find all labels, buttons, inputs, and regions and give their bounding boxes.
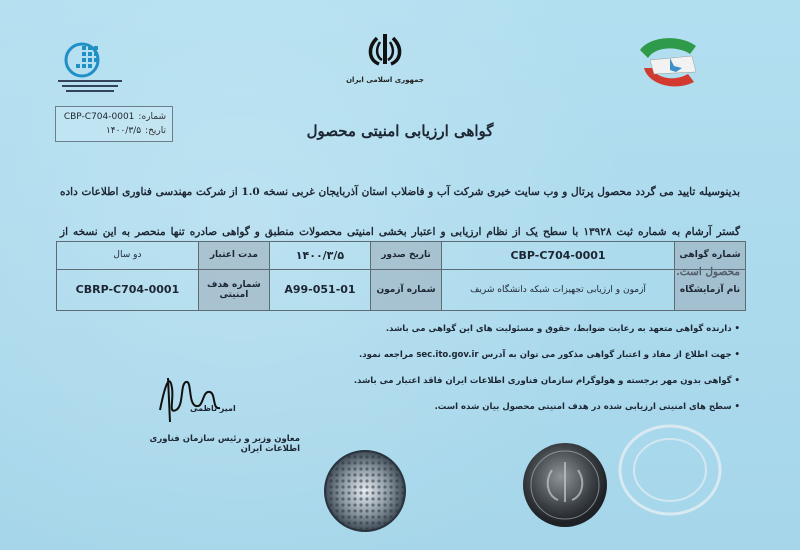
security-target-label: شماره هدف امنیتی [198,269,269,310]
website-link[interactable]: sec.ito.gov.ir [416,350,479,360]
note-text-after: مراجعه نمود. [359,350,417,360]
lab-value: آزمون و ارزیابی تجهیزات شبکه دانشگاه شریف [442,269,675,310]
note-text-before: جهت اطلاع از مفاد و اعتبار گواهی مذکور می توان به آدرس [478,350,732,360]
list-item [350,342,740,368]
table-row [57,269,746,310]
certificate-paragraph: بدینوسیله تایید می گردد محصول پرتال و وب سایت خبری شرکت آب و فاضلاب استان آذربایجان غربی نسخه 1.0 از شرکت مهندسی فناوری اطلاعات داده گستر آرشام به شماره ثبت ۱۳۹۲۸ با سطح یک از نظام ارزیابی و اعتبار بخشی امنیتی محصولات منطبق و گواهی صادره تنها منحصر به این نسخه از محصول است. [60,186,740,278]
hologram-seal-icon [322,448,408,534]
test-no-value: A99-051-01 [269,269,370,310]
signatory-title: معاون وزیر و رئیس سازمان فناوری اطلاعات ایران [149,434,300,454]
faint-stamp-icon [615,420,725,520]
emblem-caption: جمهوری اسلامی ایران [346,76,424,84]
table-row [57,242,746,270]
water-company-logo-icon [630,28,710,98]
list-item: • دارنده گواهی متعهد به رعایت ضوابط، حقوق و مسئولیت های این گواهی می باشد. [350,316,740,342]
security-target-value: CBRP-C704-0001 [57,269,199,310]
lab-label: نام آزمایشگاه [675,269,746,310]
validity-label: مدت اعتبار [198,242,269,270]
signature-icon [140,370,270,430]
cert-no-value: CBP-C704-0001 [442,242,675,270]
certificate-number-label: شماره: [138,112,166,122]
validity-value: دو سال [57,242,199,270]
page-title: گواهی ارزیابی امنیتی محصول [306,122,494,140]
issue-date-value: ۱۴۰۰/۳/۵ [269,242,370,270]
test-no-label: شماره آزمون [371,269,442,310]
certificate-number-box [55,106,173,142]
notes-list [350,316,740,420]
certificate-number-value: CBP-C704-0001 [63,112,135,122]
iran-emblem [345,30,425,90]
certificate-date-label: تاریخ: [145,126,166,136]
certificate-date-value: ۱۴۰۰/۳/۵ [105,126,142,136]
list-item: • سطح های امنیتی ارزیابی شده در هدف امنیتی محصول بیان شده است. [350,394,740,420]
list-item: • گواهی بدون مهر برجسته و هولوگرام سازمان فناوری اطلاعات ایران فاقد اعتبار می باشد. [350,368,740,394]
ita-logo-icon [52,38,128,96]
embossed-seal-icon [520,440,610,530]
issue-date-label: تاریخ صدور [371,242,442,270]
cert-no-label: شماره گواهی [675,242,746,270]
iran-emblem-icon [363,30,407,70]
certificate-info-table [56,241,746,311]
signatory-name: امیر ناظمی [190,404,236,413]
